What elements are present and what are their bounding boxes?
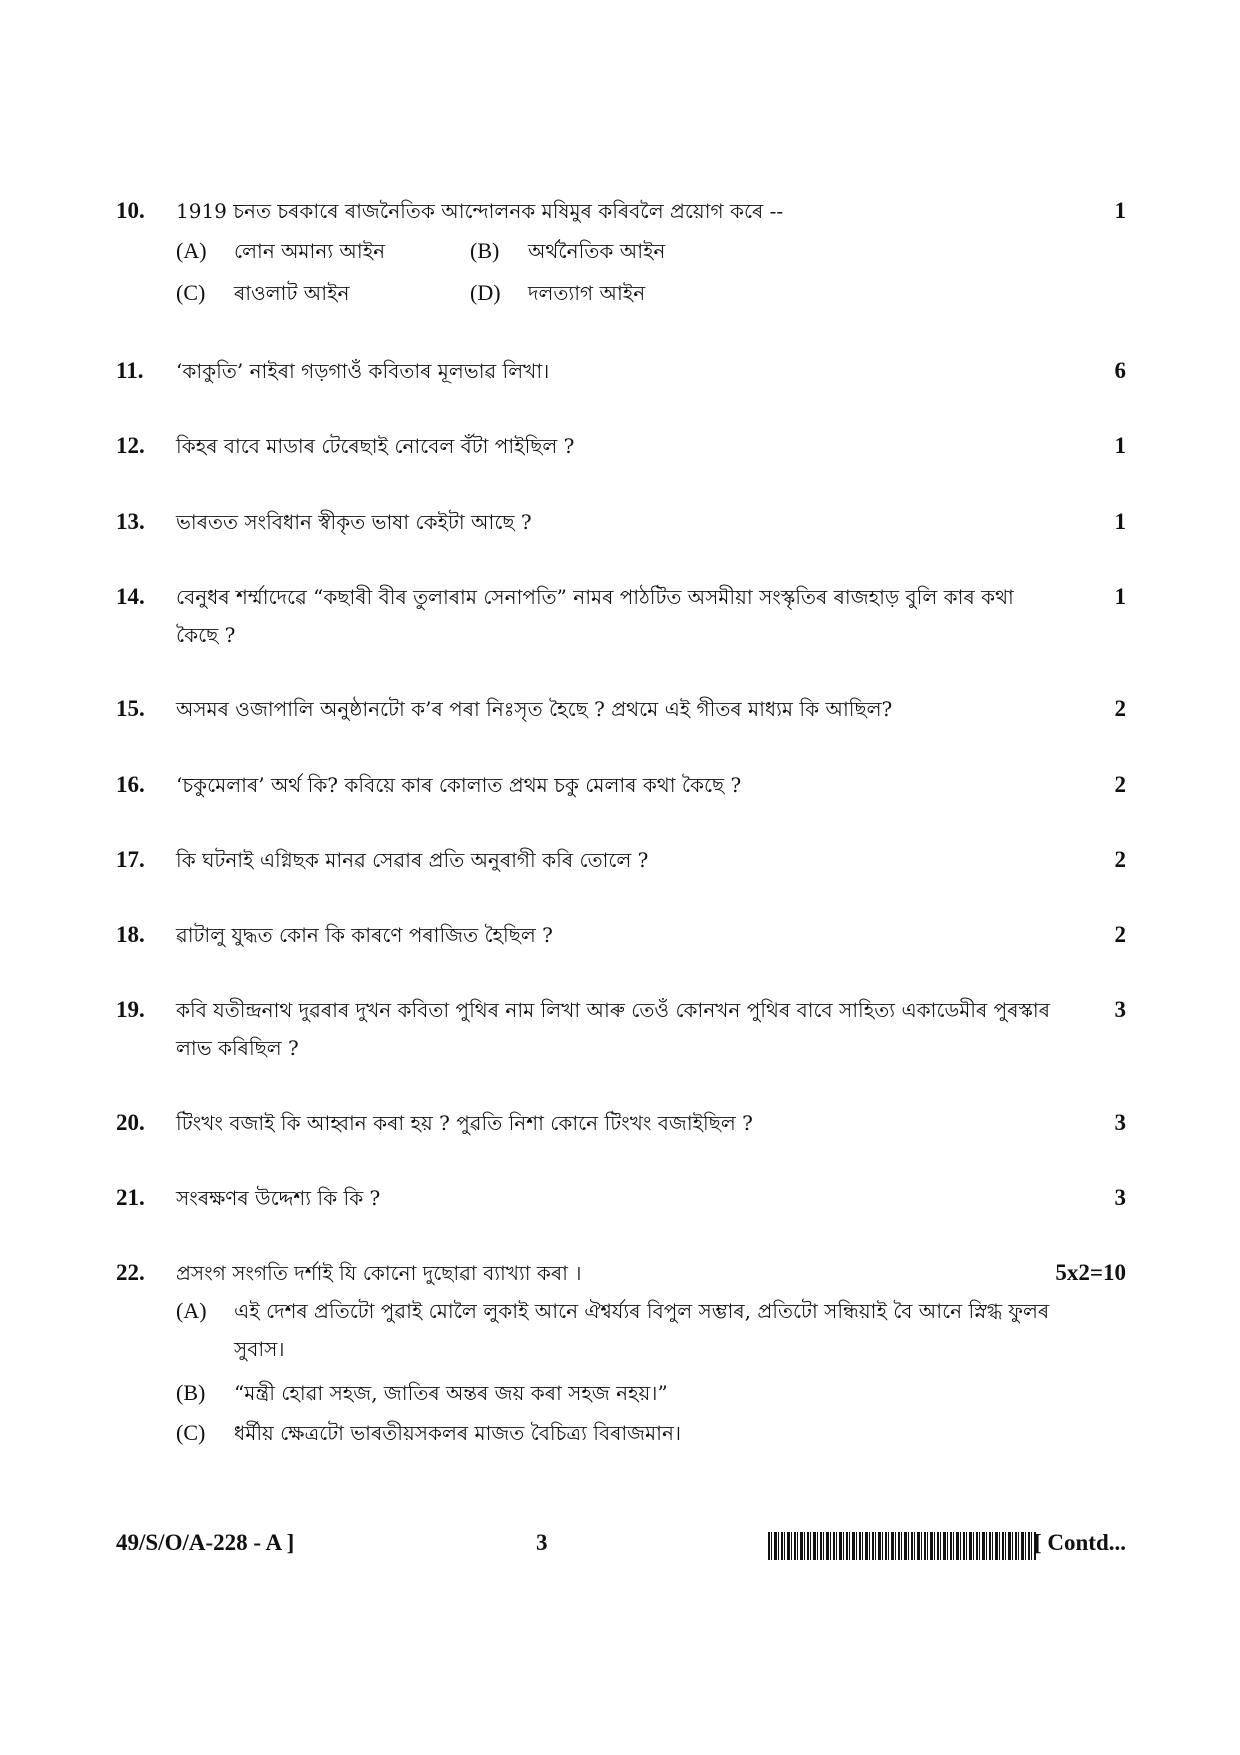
question-number: 10.: [116, 198, 145, 223]
question-marks: 2: [1114, 696, 1126, 721]
sub-item-text: ধৰ্মীয় ক্ষেত্ৰটো ভাৰতীয়সকলৰ মাজত বৈচিত্ৰ্য বিৰাজমান।: [234, 1421, 682, 1445]
option-a: [176, 232, 385, 270]
question-12: [116, 427, 1126, 467]
option-d: [470, 274, 645, 312]
question-number: 14.: [116, 584, 145, 609]
option-label: (C): [176, 280, 206, 305]
question-marks: 2: [1114, 922, 1126, 947]
sub-item-a: [176, 1292, 1076, 1368]
sub-item-c: [176, 1414, 1076, 1452]
question-number: 16.: [116, 772, 145, 797]
option-text: অৰ্থনৈতিক আইন: [528, 239, 666, 263]
barcode-icon: [768, 1532, 1036, 1560]
continued-label: [ Contd...: [1033, 1530, 1126, 1555]
question-18: [116, 916, 1126, 956]
paper-code: 49/S/O/A-228 - A ]: [116, 1530, 295, 1555]
question-marks: 1: [1114, 198, 1126, 223]
sub-item-label: (C): [176, 1420, 206, 1445]
option-b: [470, 232, 665, 270]
option-label: (B): [470, 238, 500, 263]
question-17: [116, 841, 1126, 881]
option-label: (D): [470, 280, 501, 305]
question-20: [116, 1104, 1126, 1144]
question-number: 18.: [116, 922, 145, 947]
question-number: 22.: [116, 1260, 145, 1285]
option-label: (A): [176, 238, 207, 263]
sub-item-text: এই দেশৰ প্ৰতিটো পুৱাই মোলৈ লুকাই আনে ঐশ্বৰ্য্যৰ বিপুল সম্ভাৰ, প্ৰতিটো সন্ধিয়াই বৈ আনে স্নিগ্ধ ফুলৰ সুবাস।: [234, 1299, 1050, 1361]
question-text: কবি যতীন্দ্ৰনাথ দুৱৰাৰ দুখন কবিতা পুথিৰ নাম লিখা আৰু তেওঁ কোনখন পুথিৰ বাবে সাহিত্য একাডেমীৰ পুৰস্কাৰ লাভ কৰিছিল ?: [176, 998, 1050, 1060]
sub-item-text: “মন্ত্ৰী হোৱা সহজ, জাতিৰ অন্তৰ জয় কৰা সহজ নহয়।”: [234, 1381, 668, 1405]
question-19: [116, 991, 1126, 1071]
question-marks: 3: [1114, 1110, 1126, 1135]
sub-item-b: [176, 1374, 1076, 1412]
option-c: [176, 274, 349, 312]
question-number: 12.: [116, 433, 145, 458]
question-text: প্ৰসংগ সংগতি দৰ্শাই যি কোনো দুছোৱা ব্যাখ্যা কৰা ।: [176, 1261, 582, 1285]
sub-item-label: (A): [176, 1298, 207, 1323]
question-10: [116, 192, 1126, 322]
option-text: দলত্যাগ আইন: [528, 281, 646, 305]
question-number: 19.: [116, 997, 145, 1022]
question-text: ‘চকুমেলাৰ’ অৰ্থ কি? কবিয়ে কাৰ কোলাত প্ৰথম চকু মেলাৰ কথা কৈছে ?: [176, 773, 742, 797]
question-marks: 5x2=10: [1055, 1260, 1126, 1285]
question-marks: 1: [1114, 433, 1126, 458]
option-text: লোন অমান্য আইন: [234, 239, 386, 263]
question-marks: 1: [1114, 509, 1126, 534]
question-text: কিহৰ বাবে মাডাৰ টেৰেছাই নোবেল বঁটা পাইছিল ?: [176, 434, 575, 458]
question-11: [116, 352, 1126, 392]
question-22: [116, 1254, 1126, 1454]
question-15: [116, 690, 1126, 730]
question-marks: 2: [1114, 847, 1126, 872]
question-number: 17.: [116, 847, 145, 872]
question-text: ‘কাকুতি’ নাইৰা গড়গাওঁ কবিতাৰ মূলভাৱ লিখা।: [176, 359, 550, 383]
question-number: 13.: [116, 509, 145, 534]
question-text: সংৰক্ষণৰ উদ্দেশ্য কি কি ?: [176, 1186, 381, 1210]
sub-item-label: (B): [176, 1380, 206, 1405]
question-marks: 6: [1114, 358, 1126, 383]
question-marks: 3: [1114, 997, 1126, 1022]
question-marks: 1: [1114, 584, 1126, 609]
page-footer: [116, 1530, 1126, 1570]
question-16: [116, 766, 1126, 806]
page-number: 3: [536, 1530, 548, 1555]
question-marks: 3: [1114, 1185, 1126, 1210]
question-14: [116, 578, 1126, 658]
question-text: ৱাটালু যুদ্ধত কোন কি কাৰণে পৰাজিত হৈছিল ?: [176, 923, 553, 947]
question-21: [116, 1179, 1126, 1219]
question-text: বেনুধৰ শৰ্ম্মাদেৱে “কছাৰী বীৰ তুলাৰাম সেনাপতি” নামৰ পাঠটিত অসমীয়া সংস্কৃতিৰ ৰাজহাড় বুলি কাৰ কথা কৈছে ?: [176, 585, 1014, 647]
question-text: 1919 চনত চৰকাৰে ৰাজনৈতিক আন্দোলনক মষিমুৰ কৰিবলৈ প্ৰয়োগ কৰে --: [176, 199, 784, 223]
question-13: [116, 503, 1126, 543]
question-text: টিংখং বজাই কি আহ্বান কৰা হয় ? পুৱতি নিশা কোনে টিংখং বজাইছিল ?: [176, 1111, 753, 1135]
question-number: 15.: [116, 696, 145, 721]
option-text: ৰাওলাট আইন: [234, 281, 350, 305]
question-number: 11.: [116, 358, 144, 383]
question-number: 20.: [116, 1110, 145, 1135]
question-text: ভাৰতত সংবিধান স্বীকৃত ভাষা কেইটা আছে ?: [176, 510, 532, 534]
question-text: কি ঘটনাই এগ্নিছক মানৱ সেৱাৰ প্ৰতি অনুৰাগী কৰি তোলে ?: [176, 848, 649, 872]
question-number: 21.: [116, 1185, 145, 1210]
question-text: অসমৰ ওজাপালি অনুষ্ঠানটো ক’ৰ পৰা নিঃসৃত হৈছে ? প্ৰথমে এই গীতৰ মাধ্যম কি আছিল?: [176, 697, 893, 721]
question-marks: 2: [1114, 772, 1126, 797]
